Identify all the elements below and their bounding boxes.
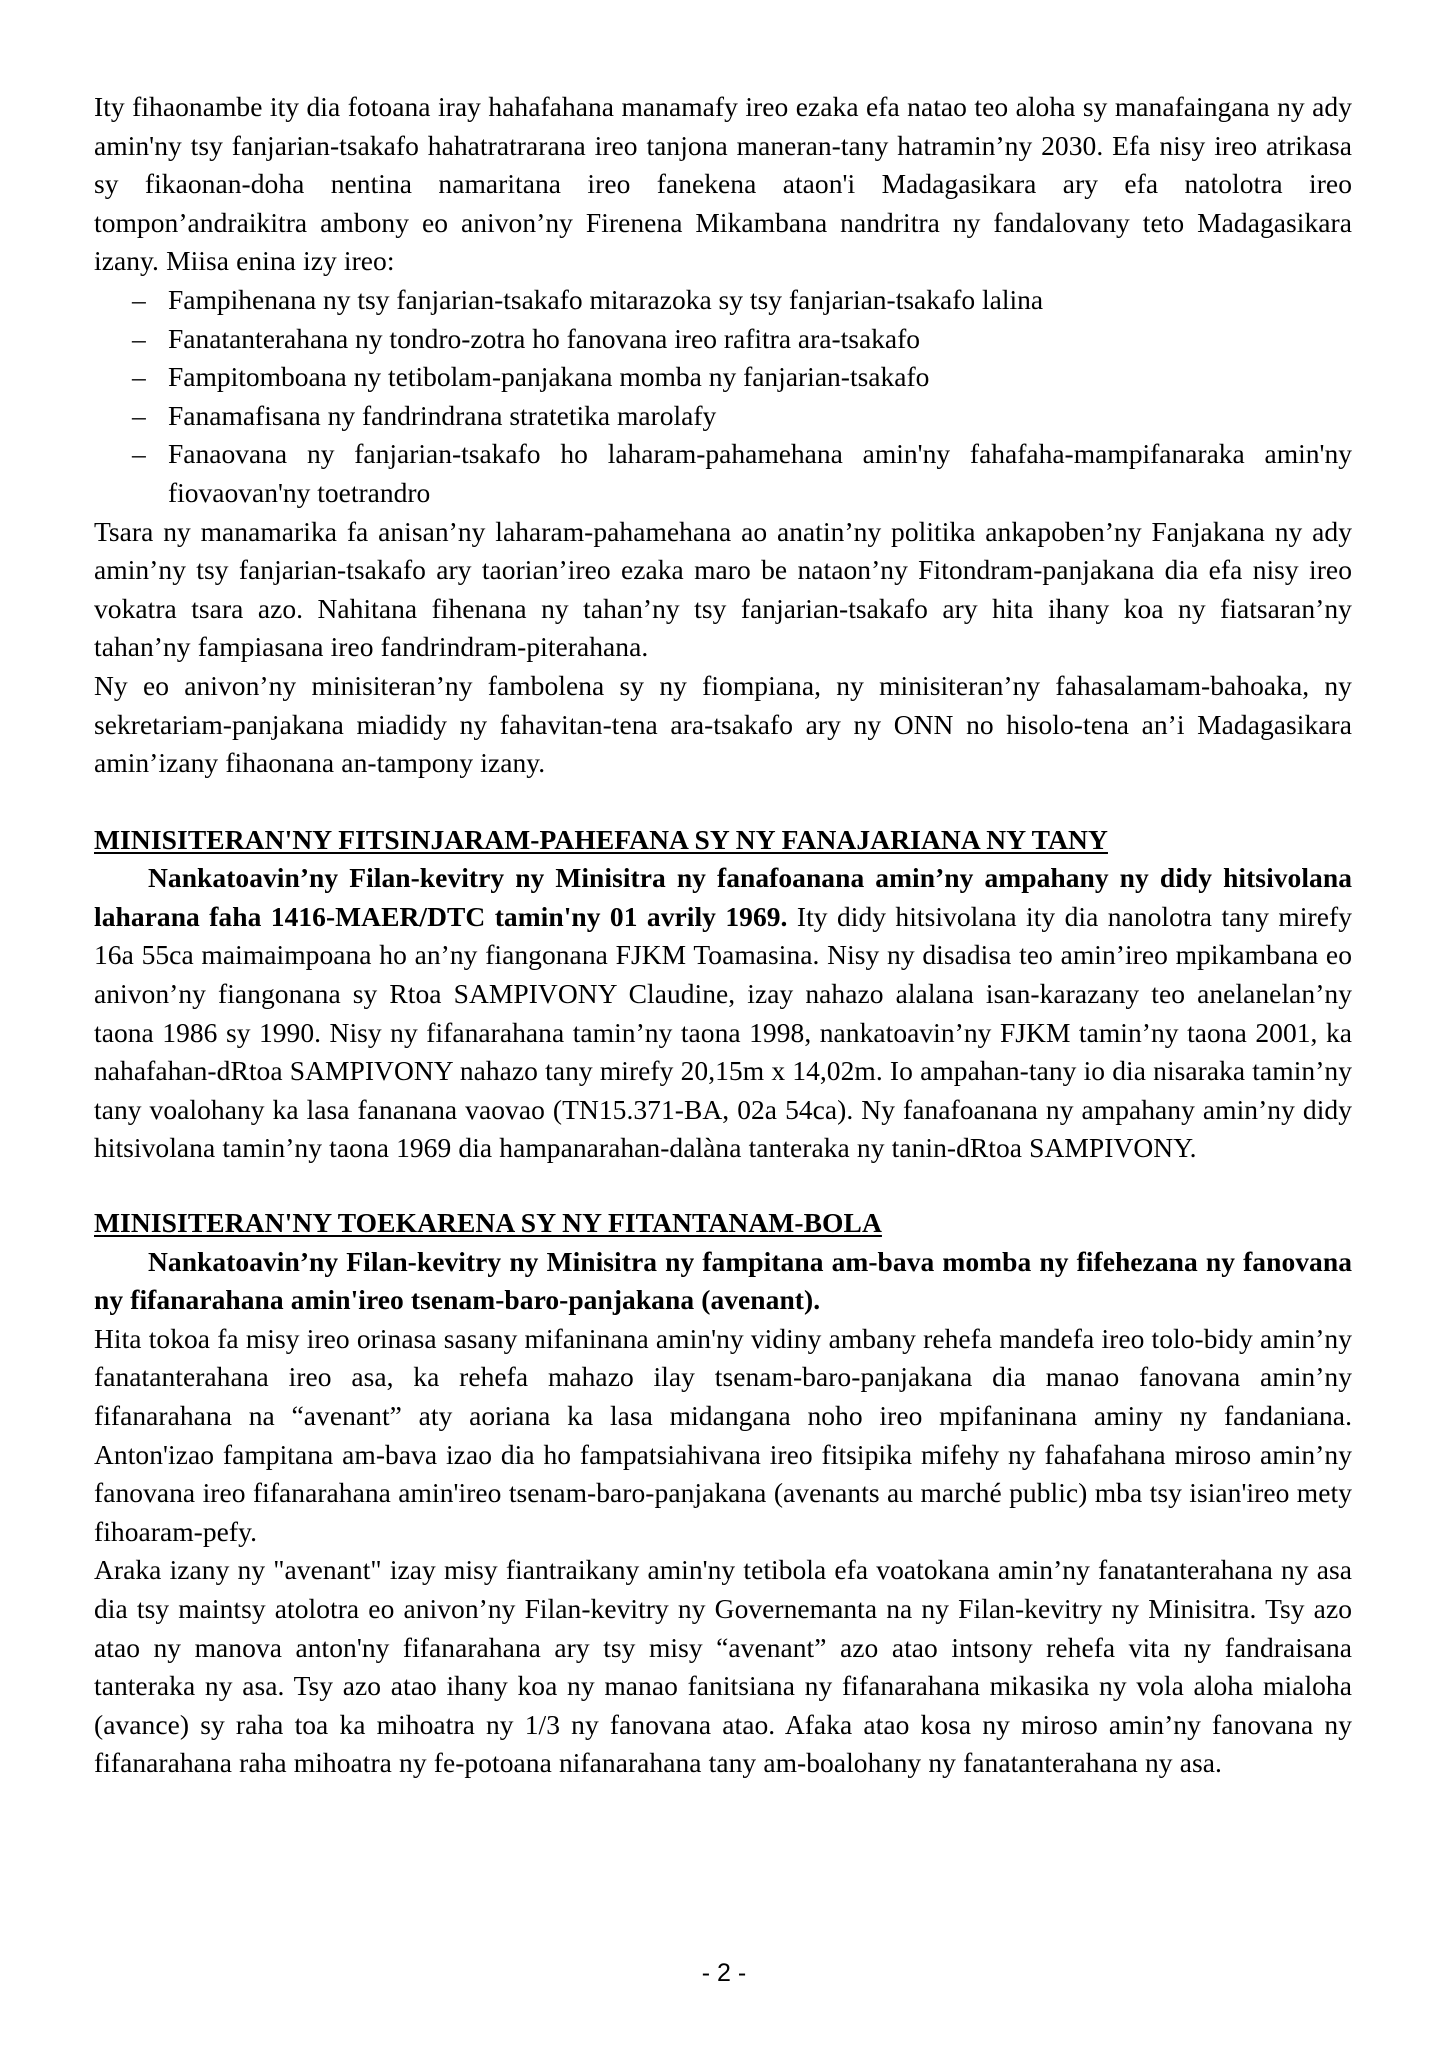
section-2-heading-wrap (94, 1204, 1352, 1243)
section-1-heading-wrap (94, 821, 1352, 860)
section-2-paragraph-2: Araka izany ny "avenant" izay misy fiantraikany amin'ny tetibola efa voatokana amin’ny fanatanterahana ny asa dia tsy maintsy atolotra eo anivon’ny Filan-kevitry ny Governemanta na ny Filan-kevitry ny Minisitra. Tsy azo atao ny manova anton'ny fifanarahana ary tsy misy “avenant” azo atao intsony rehefa vita ny fandraisana tanteraka ny asa. Tsy azo atao ihany koa ny manao fanitsiana ny fifanarahana mikasika ny vola aloha mialoha (avance) sy raha toa ka mihoatra ny 1/3 ny fanovana atao. Afaka atao kosa ny miroso amin’ny fanovana ny fifanarahana raha mihoatra ny fe-potoana nifanarahana tany am-boalohany ny fanatanterahana ny asa. (94, 1554, 1352, 1779)
paragraph-results: Tsara ny manamarika fa anisan’ny laharam-pahamehana ao anatin’ny politika ankapoben’ny Fanjakana ny ady amin’ny tsy fanjarian-tsakafo ary taorian’ireo ezaka maro be nataon’ny Fitondram-panjakana dia efa nisy ireo vokatra tsara azo. Nahitana fihenana ny tahan’ny tsy fanjarian-tsakafo ary hita ihany koa ny fiatsaran’ny tahan’ny fampiasana ireo fandrindram-piterahana. (94, 515, 1352, 663)
dash-bullet-icon: – (132, 438, 146, 470)
list-item (94, 320, 1352, 359)
list-item (94, 358, 1352, 397)
section-2-bold-paragraph (94, 1243, 1352, 1320)
paragraph-ministries: Ny eo anivon’ny minisiteran’ny fambolena sy ny fiompiana, ny minisiteran’ny fahasalamam-bahoaka, ny sekretariam-panjakana miadidy ny fahavitan-tena ara-tsakafo ary ny ONN no hisolo-tena an’i Madagasikara amin’izany fihaonana an-tampony izany. (94, 669, 1352, 779)
list-item-label: Fanatanterahana ny tondro-zotra ho fanovana ireo rafitra ara-tsakafo (168, 322, 921, 354)
page-number: - 2 - (701, 1959, 747, 1987)
dash-bullet-icon: – (132, 361, 146, 393)
dash-bullet-icon: – (132, 283, 146, 315)
list-item-label: Fanaovana ny fanjarian-tsakafo ho laharam-pahamehana amin'ny fahafaha-mampifanaraka amin'ny fiovaovan'ny toetrandro (168, 438, 1352, 508)
paragraph-intro: Ity fihaonambe ity dia fotoana iray hahafahana manamafy ireo ezaka efa natao teo aloha sy manafaingana ny ady amin'ny tsy fanjarian-tsakafo hahatratrarana ireo tanjona maneran-tany hatramin’ny 2030. Efa nisy ireo atrikasa sy fikaonan-doha nentina namaritana ireo fanekena ataon'i Madagasikara ary efa natolotra ireo tompon’andraikitra ambony eo anivon’ny Firenena Mikambana nandritra ny fandalovany teto Madagasikara izany. Miisa enina izy ireo: (94, 91, 1352, 277)
list-item-label: Fanamafisana ny fandrindrana stratetika marolafy (168, 399, 717, 431)
priorities-list (94, 281, 1352, 513)
section-2-paragraph-1: Hita tokoa fa misy ireo orinasa sasany mifaninana amin'ny vidiny ambany rehefa mandefa ireo tolo-bidy amin’ny fanatanterahana ireo asa, ka rehefa mahazo ilay tsenam-baro-panjakana dia manao fanovana amin’ny fifanarahana na “avenant” aty aoriana ka lasa midangana noho ireo mpifaninana aminy ny fandaniana. Anton'izao fampitana am-bava izao dia ho fampatsiahivana ireo fitsipika mifehy ny fahafahana miroso amin’ny fanovana ireo fifanarahana amin'ireo tsenam-baro-panjakana (avenants au marché public) mba tsy isian'ireo mety fihoaram-pefy. (94, 1322, 1352, 1547)
section-2-bold-lead: Nankatoavin’ny Filan-kevitry ny Minisitra ny fampitana am-bava momba ny fifehezana ny fanovana ny fifanarahana amin'ireo tsenam-baro-panjakana (avenant). (94, 1245, 1352, 1316)
page-footer (0, 1959, 1448, 1988)
list-item-label: Fampihenana ny tsy fanjarian-tsakafo mitarazoka sy tsy fanjarian-tsakafo lalina (168, 283, 1044, 315)
dash-bullet-icon: – (132, 322, 146, 354)
section-heading-toekarena: MINISITERAN'NY TOEKARENA SY NY FITANTANAM-BOLA (94, 1207, 882, 1239)
dash-bullet-icon: – (132, 399, 146, 431)
list-item (94, 435, 1352, 512)
spacer (94, 783, 1352, 821)
list-item (94, 281, 1352, 320)
spacer (94, 1168, 1352, 1204)
section-1-bold-lead: Nankatoavin’ny Filan-kevitry ny Minisitra ny fanafoanana amin’ny ampahany ny didy hitsivolana laharana faha 1416-MAER/DTC tamin'ny 01 avrily 1969. (94, 862, 1352, 932)
list-item-label: Fampitomboana ny tetibolam-panjakana momba ny fanjarian-tsakafo (168, 361, 930, 393)
section-heading-fitsinjaram-pahefana: MINISITERAN'NY FITSINJARAM-PAHEFANA SY NY FANAJARIANA NY TANY (94, 823, 1108, 855)
section-1-body: Ity didy hitsivolana ity dia nanolotra tany mirefy 16a 55ca maimaimpoana ho an’ny fiangonana FJKM Toamasina. Nisy ny disadisa teo amin’ireo mpikambana eo anivon’ny fiangonana sy Rtoa SAMPIVONY Claudine, izay nahazo alalana isan-karazany teo anelanelan’ny taona 1986 sy 1990. Nisy ny fifanarahana tamin’ny taona 1998, nankatoavin’ny FJKM tamin’ny taona 2001, ka nahafahan-dRtoa SAMPIVONY nahazo tany mirefy 20,15m x 14,02m. Io ampahan-tany io dia nisaraka tamin’ny tany voalohany ka lasa fananana vaovao (TN15.371-BA, 02a 54ca). Ny fanafoanana ny ampahany amin’ny didy hitsivolana tamin’ny taona 1969 dia hampanarahan-dalàna tanteraka ny tanin-dRtoa SAMPIVONY. (94, 900, 1352, 1164)
section-1-paragraph (94, 859, 1352, 1168)
list-item (94, 397, 1352, 436)
